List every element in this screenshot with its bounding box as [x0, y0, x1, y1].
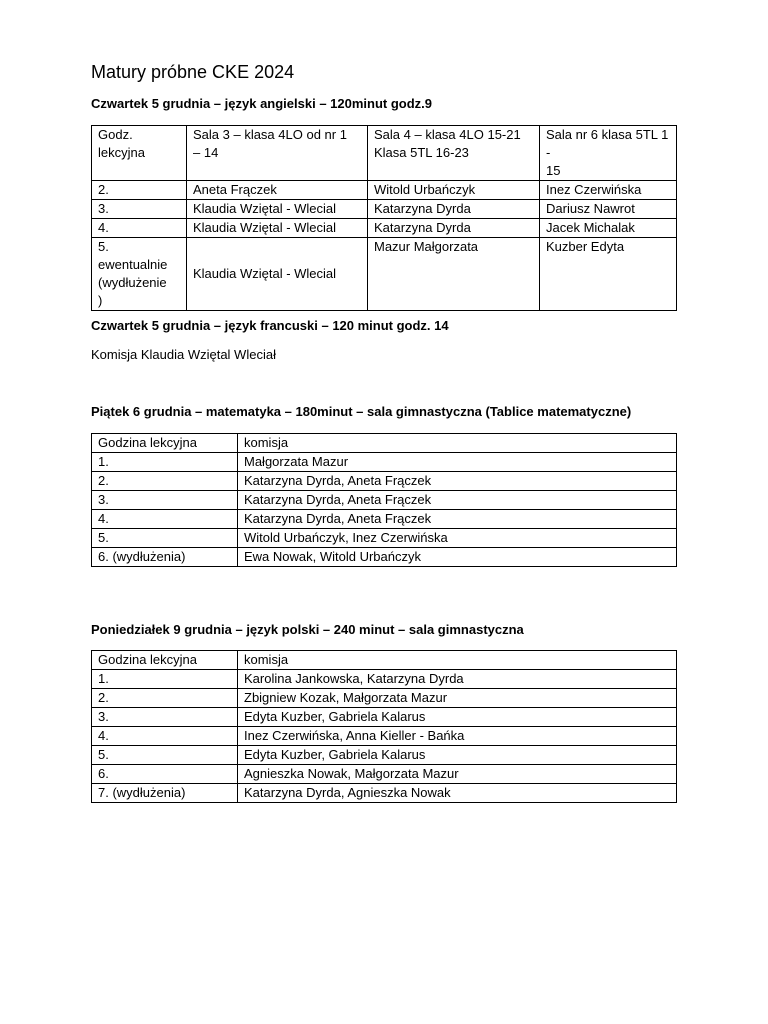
table-cell: 6. (wydłużenia) [92, 548, 238, 567]
french-commission: Komisja Klaudia Wziętal Wleciał [91, 347, 276, 362]
table-cell: Edyta Kuzber, Gabriela Kalarus [238, 708, 677, 727]
table-row [92, 181, 677, 200]
table-cell: 5. [92, 746, 238, 765]
table-cell: Klaudia Wziętal - Wlecial [187, 238, 368, 311]
table-cell: 4. [92, 510, 238, 529]
math-heading: Piątek 6 grudnia – matematyka – 180minut – sala gimnastyczna (Tablice matematyczne) [91, 404, 632, 419]
table-cell: Katarzyna Dyrda, Agnieszka Nowak [238, 784, 677, 803]
header-cell: Sala 3 – klasa 4LO od nr 1 – 14 [187, 126, 368, 181]
table-cell: 6. [92, 765, 238, 784]
table-header-row [92, 434, 677, 453]
table-cell: 5. ewentualnie (wydłużenie ) [92, 238, 187, 311]
table-cell: 3. [92, 491, 238, 510]
document-title: Matury próbne CKE 2024 [91, 62, 295, 82]
table-row [92, 670, 677, 689]
table-row [92, 453, 677, 472]
table-row [92, 529, 677, 548]
header-cell: Sala nr 6 klasa 5TL 1 - 15 [540, 126, 677, 181]
table-cell: 2. [92, 472, 238, 491]
table-cell: Katarzyna Dyrda, Aneta Frączek [238, 472, 677, 491]
table-cell: Witold Urbańczyk [368, 181, 540, 200]
header-cell: Godzina lekcyjna [92, 651, 238, 670]
english-table [91, 125, 677, 311]
table-cell: Katarzyna Dyrda, Aneta Frączek [238, 510, 677, 529]
table-cell: Aneta Frączek [187, 181, 368, 200]
table-row [92, 200, 677, 219]
table-row [92, 708, 677, 727]
table-row [92, 219, 677, 238]
table-cell: Małgorzata Mazur [238, 453, 677, 472]
table-row [92, 548, 677, 567]
table-row [92, 784, 677, 803]
table-cell: 3. [92, 708, 238, 727]
table-cell: 1. [92, 670, 238, 689]
table-row [92, 238, 677, 311]
table-cell: Katarzyna Dyrda [368, 219, 540, 238]
table-cell: 5. [92, 529, 238, 548]
table-cell: 7. (wydłużenia) [92, 784, 238, 803]
table-cell: Witold Urbańczyk, Inez Czerwińska [238, 529, 677, 548]
table-cell: Katarzyna Dyrda [368, 200, 540, 219]
table-row [92, 491, 677, 510]
table-cell: Klaudia Wziętal - Wlecial [187, 200, 368, 219]
table-cell: Katarzyna Dyrda, Aneta Frączek [238, 491, 677, 510]
english-heading: Czwartek 5 grudnia – język angielski – 120minut godz.9 [91, 96, 433, 111]
table-cell: Jacek Michalak [540, 219, 677, 238]
table-cell: Inez Czerwińska, Anna Kieller - Bańka [238, 727, 677, 746]
table-row [92, 472, 677, 491]
header-cell: Godz. lekcyjna [92, 126, 187, 181]
table-header-row [92, 651, 677, 670]
header-cell: komisja [238, 434, 677, 453]
table-cell: Karolina Jankowska, Katarzyna Dyrda [238, 670, 677, 689]
header-cell: Sala 4 – klasa 4LO 15-21 Klasa 5TL 16-23 [368, 126, 540, 181]
polish-table [91, 650, 677, 803]
table-row [92, 727, 677, 746]
table-cell: 3. [92, 200, 187, 219]
table-row [92, 765, 677, 784]
table-cell: 1. [92, 453, 238, 472]
table-cell: Zbigniew Kozak, Małgorzata Mazur [238, 689, 677, 708]
table-cell: 2. [92, 181, 187, 200]
table-cell: Agnieszka Nowak, Małgorzata Mazur [238, 765, 677, 784]
table-cell: 2. [92, 689, 238, 708]
table-cell: Inez Czerwińska [540, 181, 677, 200]
table-header-row [92, 126, 677, 181]
table-cell: Ewa Nowak, Witold Urbańczyk [238, 548, 677, 567]
table-cell: Edyta Kuzber, Gabriela Kalarus [238, 746, 677, 765]
french-heading: Czwartek 5 grudnia – język francuski – 120 minut godz. 14 [91, 318, 449, 333]
header-cell: komisja [238, 651, 677, 670]
table-row [92, 510, 677, 529]
math-table [91, 433, 677, 567]
table-cell: Mazur Małgorzata [368, 238, 540, 311]
table-cell: 4. [92, 727, 238, 746]
polish-heading: Poniedziałek 9 grudnia – język polski – 240 minut – sala gimnastyczna [91, 622, 524, 637]
table-cell: 4. [92, 219, 187, 238]
table-row [92, 689, 677, 708]
table-cell: Kuzber Edyta [540, 238, 677, 311]
table-cell: Dariusz Nawrot [540, 200, 677, 219]
header-cell: Godzina lekcyjna [92, 434, 238, 453]
table-cell: Klaudia Wziętal - Wlecial [187, 219, 368, 238]
table-row [92, 746, 677, 765]
